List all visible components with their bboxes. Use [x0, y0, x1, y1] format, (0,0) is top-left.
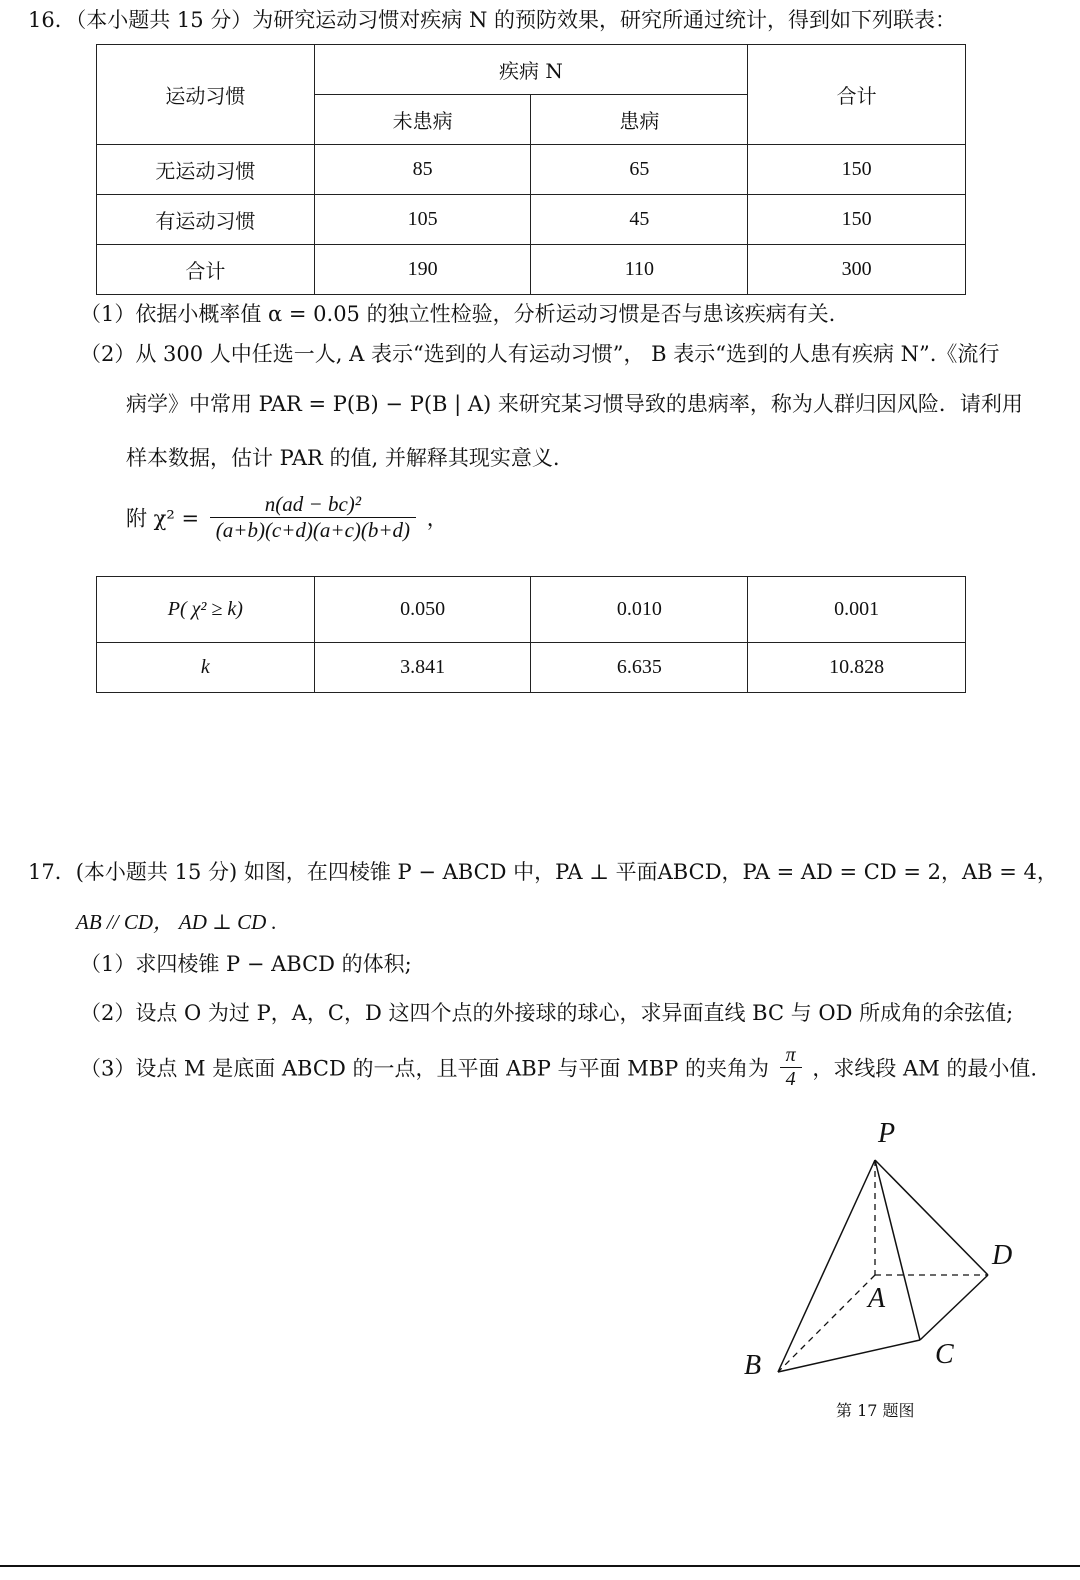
- p-value: 0.001: [748, 577, 966, 643]
- k-value: 3.841: [314, 643, 531, 693]
- p-row-label: P( χ² ≥ k): [97, 577, 315, 643]
- cell-not-sick: 85: [314, 145, 531, 195]
- critical-value-table: [96, 576, 966, 693]
- header-sick: 患病: [531, 95, 748, 145]
- pyramid-figure: [730, 1110, 1050, 1400]
- header-habit: 运动习惯: [97, 45, 315, 145]
- table-row: [97, 145, 966, 195]
- edge-CD: [920, 1275, 988, 1340]
- formula-suffix: ，: [426, 506, 448, 531]
- cell-total: 150: [748, 195, 966, 245]
- q17-part3-post: ，求线段 AM 的最小值.: [812, 1056, 1038, 1081]
- q16-part2-line3: 样本数据，估计 PAR 的值, 并解释其现实意义.: [126, 446, 560, 470]
- label-A: A: [868, 1283, 886, 1314]
- q16-part1: （1）依据小概率值 α = 0.05 的独立性检验，分析运动习惯是否与患该疾病有关.: [80, 302, 836, 326]
- chi-square-formula: [126, 492, 448, 543]
- q16-title: 16．（本小题共 15 分）为研究运动习惯对疾病 N 的预防效果，研究所通过统计，得到如下列联表：: [28, 8, 957, 32]
- q17-part1: （1）求四棱锥 P − ABCD 的体积;: [80, 952, 412, 976]
- cell-not-sick: 105: [314, 195, 531, 245]
- edge-PD: [875, 1160, 988, 1275]
- q17-conditions: AB // CD， AD ⊥ CD .: [76, 910, 277, 934]
- angle-numerator: π: [780, 1044, 802, 1068]
- q16-part2-line1: （2）从 300 人中任选一人, A 表示“选到的人有运动习惯”， B 表示“选到的人患有疾病 N”.《流行: [80, 342, 1000, 366]
- cell-sick: 110: [531, 245, 748, 295]
- p-value: 0.010: [531, 577, 748, 643]
- figure-caption: 第 17 题图: [836, 1401, 915, 1420]
- angle-fraction: [780, 1044, 802, 1091]
- q17-part3-pre: （3）设点 M 是底面 ABCD 的一点，且平面 ABP 与平面 MBP 的夹角为: [80, 1056, 769, 1081]
- row-label: 有运动习惯: [97, 195, 315, 245]
- formula-numerator: n(ad − bc)²: [210, 492, 416, 518]
- header-total: 合计: [748, 45, 966, 145]
- edge-BC: [778, 1340, 920, 1372]
- header-not-sick: 未患病: [314, 95, 531, 145]
- formula-fraction: [210, 492, 416, 543]
- k-row-label: k: [97, 643, 315, 693]
- cell-sick: 45: [531, 195, 748, 245]
- cell-not-sick: 190: [314, 245, 531, 295]
- table-row: [97, 195, 966, 245]
- label-B: B: [744, 1350, 762, 1381]
- edge-PB: [778, 1160, 875, 1372]
- table-row: [97, 245, 966, 295]
- q17-part3: [80, 1044, 1037, 1091]
- formula-prefix: 附 χ² =: [126, 506, 200, 531]
- cell-total: 150: [748, 145, 966, 195]
- contingency-table: [96, 44, 966, 295]
- page-bottom-rule: [0, 1565, 1080, 1567]
- p-value: 0.050: [314, 577, 531, 643]
- cell-total: 300: [748, 245, 966, 295]
- cell-sick: 65: [531, 145, 748, 195]
- k-value: 6.635: [531, 643, 748, 693]
- angle-denominator: 4: [785, 1068, 796, 1090]
- header-disease: 疾病 N: [314, 45, 748, 95]
- q16-part2-line2: 病学》中常用 PAR = P(B) − P(B | A) 来研究某习惯导致的患病率，称为人群归因风险．请利用: [126, 392, 1023, 416]
- row-label: 无运动习惯: [97, 145, 315, 195]
- q17-part2: （2）设点 O 为过 P，A，C，D 这四个点的外接球的球心，求异面直线 BC 与 OD 所成角的余弦值;: [80, 1001, 1014, 1025]
- label-P: P: [878, 1118, 896, 1149]
- label-D: D: [992, 1240, 1013, 1271]
- label-C: C: [935, 1339, 954, 1370]
- q17-title: 17．(本小题共 15 分) 如图，在四棱锥 P − ABCD 中，PA ⊥ 平面ABCD，PA = AD = CD = 2，AB = 4，: [28, 860, 1058, 884]
- formula-denominator: (a+b)(c+d)(a+c)(b+d): [215, 518, 411, 542]
- edge-AB-hidden: [778, 1275, 875, 1372]
- k-value: 10.828: [748, 643, 966, 693]
- row-label: 合计: [97, 245, 315, 295]
